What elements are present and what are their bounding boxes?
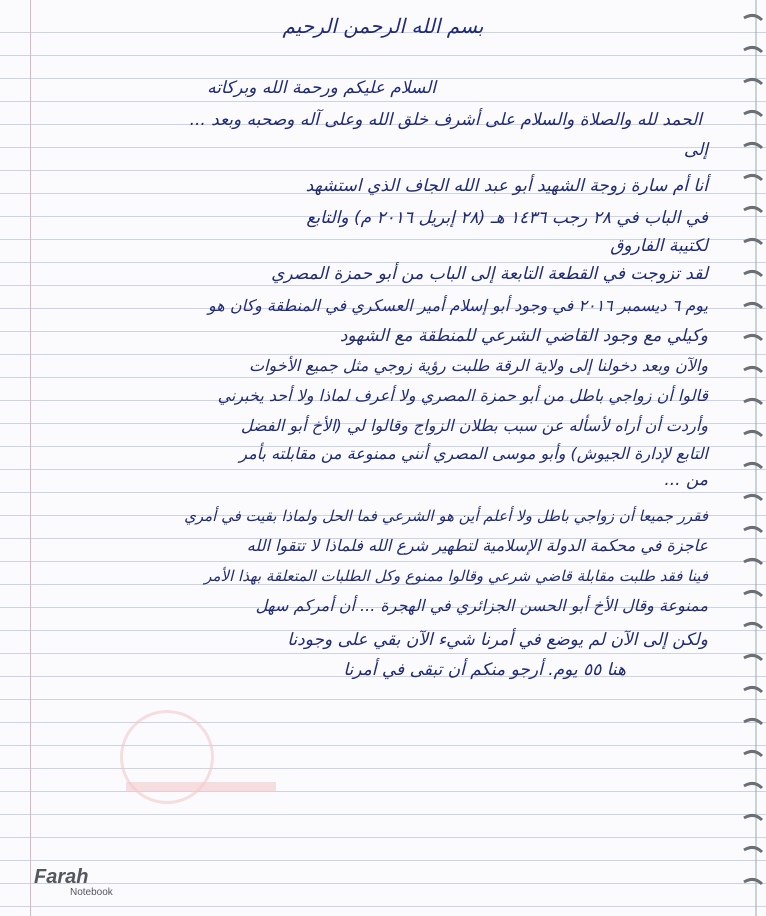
addressee-line: إلى xyxy=(683,140,708,160)
brand-name: Farah xyxy=(34,866,89,888)
letter-line: هنا ٥٥ يوم. أرجو منكم أن تبقى في أمرنا xyxy=(343,660,626,680)
spiral-binding xyxy=(726,0,766,916)
letter-line: في الباب في ٢٨ رجب ١٤٣٦ هـ (٢٨ إبريل ٢٠١٦ م) والتابع xyxy=(306,208,708,228)
letter-line: يوم ٦ ديسمبر ٢٠١٦ في وجود أبو إسلام أمير العسكري في المنطقة وكان هو xyxy=(208,296,708,315)
letter-line: عاجزة في محكمة الدولة الإسلامية لتطهير شرع الله فلماذا لا تتقوا الله xyxy=(246,536,708,555)
letter-line: لكتيبة الفاروق xyxy=(610,236,708,256)
letter-line: والآن وبعد دخولنا إلى ولاية الرقة طلبت رؤية زوجي مثل جميع الأخوات xyxy=(248,356,708,375)
brand-sub: Notebook xyxy=(70,887,113,898)
letter-line: ولكن إلى الآن لم يوضع في أمرنا شيء الآن بقي على وجودنا xyxy=(287,630,708,650)
letter-line: قالوا أن زواجي باطل من أبو حمزة المصري ولا أعرف لماذا ولا أحد يخبرني xyxy=(217,386,708,405)
letter-line: فقرر جميعا أن زواجي باطل ولا أعلم أين هو الشرعي فما الحل ولماذا بقيت في أمري xyxy=(184,507,708,525)
letter-line: أنا أم سارة زوجة الشهيد أبو عبد الله الجاف الذي استشهد xyxy=(305,176,708,196)
greeting-line: السلام عليكم ورحمة الله وبركاته xyxy=(207,78,436,98)
letter-line: وأردت أن أراه لأسأله عن سبب بطلان الزواج وقالوا لي (الأخ أبو الفضل xyxy=(240,416,708,435)
letter-line: لقد تزوجت في القطعة التابعة إلى الباب من أبو حمزة المصري xyxy=(271,264,708,284)
letter-line: من ... xyxy=(664,470,708,490)
letter-line: ممنوعة وقال الأخ أبو الحسن الجزائري في الهجرة ... أن أمركم سهل xyxy=(255,596,708,615)
notebook-brand xyxy=(34,866,113,898)
hamdala-line: الحمد لله والصلاة والسلام على أشرف خلق الله وعلى آله وصحبه وبعد ... xyxy=(189,110,702,130)
letter-line: التابع لإدارة الجيوش) وأبو موسى المصري أنني ممنوعة من مقابلته بأمر xyxy=(239,444,708,463)
letter-line: وكيلي مع وجود القاضي الشرعي للمنطقة مع الشهود xyxy=(339,326,708,346)
letter-line: فينا فقد طلبت مقابلة قاضي شرعي وقالوا ممنوع وكل الطلبات المتعلقة بهذا الأمر xyxy=(204,567,708,585)
margin-line xyxy=(30,0,31,916)
faded-stamp-bar xyxy=(126,782,276,792)
basmala-heading: بسم الله الرحمن الرحيم xyxy=(282,14,484,38)
